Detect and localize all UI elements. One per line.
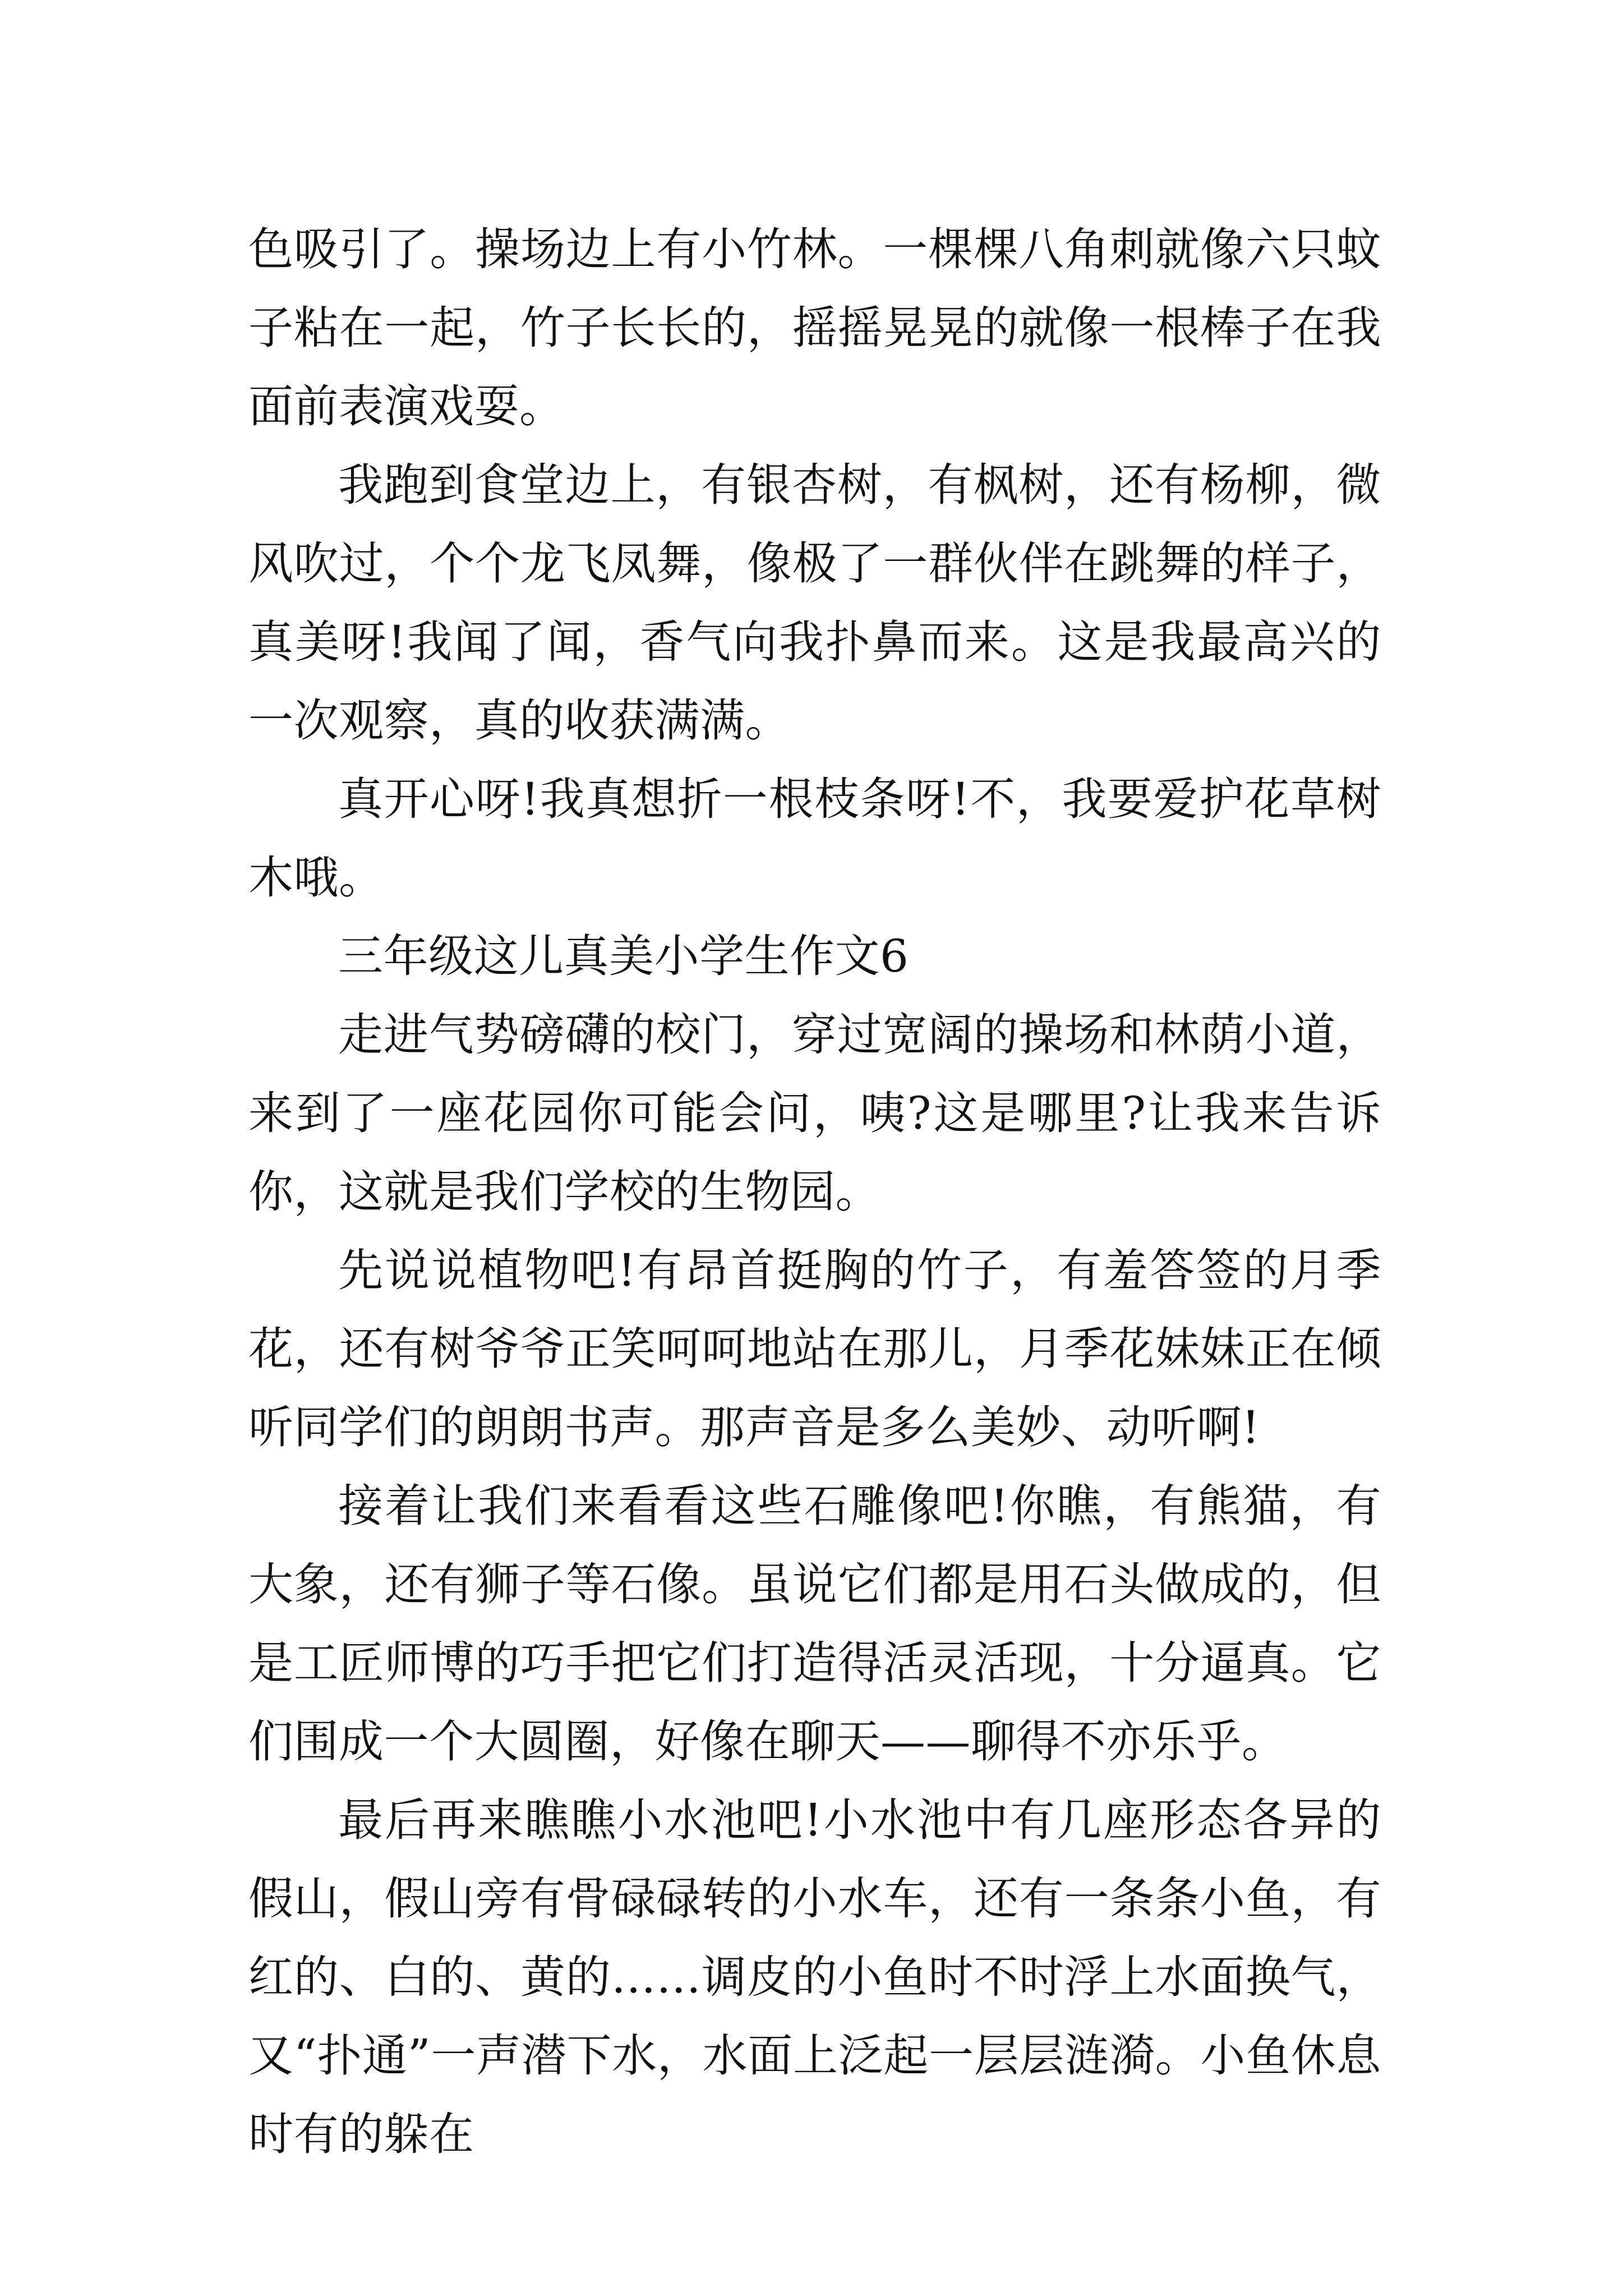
- paragraph-1: 色吸引了。操场边上有小竹林。一棵棵八角刺就像六只蚊子粘在一起，竹子长长的，摇摇晃晃的就像一根棒子在我面前表演戏耍。: [248, 223, 1381, 432]
- paragraph-7: 最后再来瞧瞧小水池吧!小水池中有几座形态各异的假山，假山旁有骨碌碌转的小水车，还有一条条小鱼，有红的、白的、黄的……调皮的小鱼时不时浮上水面换气，又“扑通”一声潜下水，水面上泛起一层层涟漪。小鱼休息时有的躲在: [248, 1794, 1381, 2160]
- document-body: [248, 210, 1381, 2174]
- paragraph-5: 先说说植物吧!有昂首挺胸的竹子，有羞答签的月季花，还有树爷爷正笑呵呵地站在那儿，月季花妹妹正在倾听同学们的朗朗书声。那声音是多么美妙、动听啊!: [248, 1244, 1381, 1453]
- paragraph-2: 我跑到食堂边上，有银杏树，有枫树，还有杨柳，微风吹过，个个龙飞凤舞，像极了一群伙伴在跳舞的样子，真美呀!我闻了闻，香气向我扑鼻而来。这是我最高兴的一次观察，真的收获满满。: [248, 459, 1381, 747]
- section-heading: 三年级这儿真美小学生作文6: [338, 930, 909, 982]
- paragraph-6: 接着让我们来看看这些石雕像吧!你瞧，有熊猫，有大象，还有狮子等石像。虽说它们都是用石头做成的，但是工匠师博的巧手把它们打造得活灵活现，十分逼真。它们围成一个大圆圈，好像在聊天——聊得不亦乐乎。: [248, 1480, 1381, 1768]
- paragraph-4: 走进气势磅礴的校门，穿过宽阔的操场和林荫小道，来到了一座花园你可能会问，咦?这是哪里?让我来告诉你，这就是我们学校的生物园。: [248, 1009, 1381, 1218]
- paragraph-3: 真开心呀!我真想折一根枝条呀!不，我要爱护花草树木哦。: [248, 773, 1381, 904]
